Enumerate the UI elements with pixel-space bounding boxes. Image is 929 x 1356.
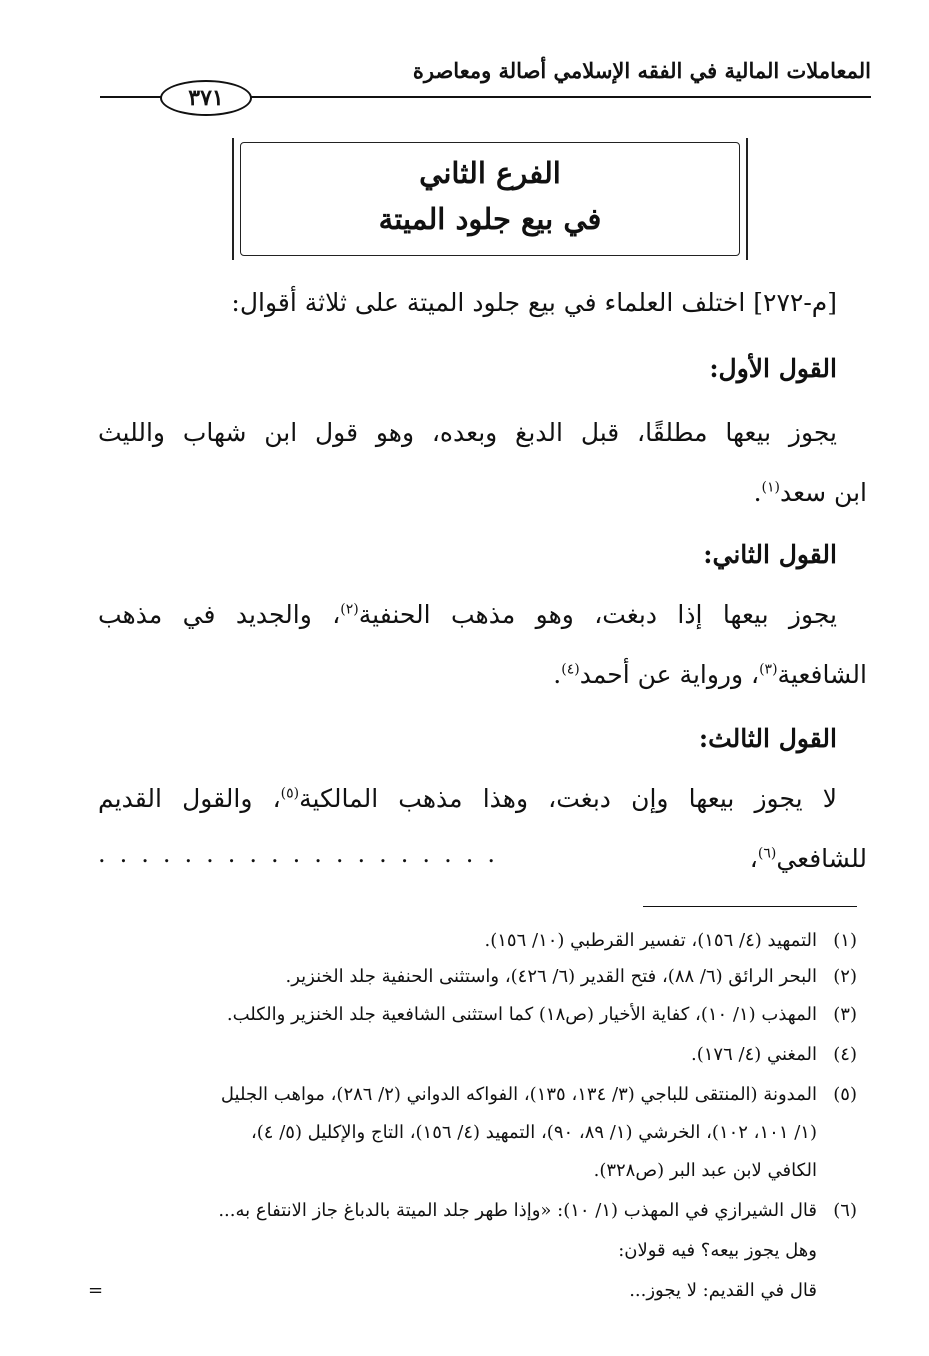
continuation-dots: ................... bbox=[98, 840, 509, 868]
footnote-6-cont-2: قال في القديم: لا يجوز... bbox=[629, 1280, 817, 1301]
footnote-5-cont-1: (١/ ١٠١، ١٠٢)، الخرشي (١/ ٨٩، ٩٠)، التمهيد (٤/ ١٥٦)، التاج والإكليل (٥/ ٤)، bbox=[250, 1122, 817, 1143]
opinion-3-line-1-b: ، والقول القديم bbox=[98, 784, 281, 813]
footnote-2 bbox=[285, 966, 857, 987]
footnote-number: (٣) bbox=[833, 1004, 857, 1025]
section-title-line-1: الفرع الثاني bbox=[419, 156, 561, 190]
opinion-2-line-2-b: ، ورواية عن أحمد bbox=[579, 660, 760, 689]
section-title-box bbox=[232, 138, 748, 260]
opinion-1-heading: القول الأول: bbox=[709, 354, 837, 383]
opinion-3-line-1-a: لا يجوز بيعها وإن دبغت، وهذا مذهب المالكية bbox=[299, 784, 837, 813]
footnote-number: (٦) bbox=[833, 1200, 857, 1221]
footnote-6 bbox=[218, 1200, 857, 1221]
opinion-1-line-2-end: . bbox=[753, 478, 762, 507]
intro-paragraph: [م-٢٧٢] اختلف العلماء في بيع جلود الميتة على ثلاثة أقوال: bbox=[231, 288, 837, 317]
opinion-2-line-1-a: يجوز بيعها إذا دبغت، وهو مذهب الحنفية bbox=[358, 600, 838, 629]
continuation-mark: = bbox=[88, 1280, 104, 1301]
footnote-ref-5[interactable]: (٥) bbox=[280, 785, 300, 802]
footnote-number: (٥) bbox=[833, 1084, 857, 1105]
footnote-text: التمهيد (٤/ ١٥٦)، تفسير القرطبي (١٠/ ١٥٦). bbox=[484, 930, 817, 951]
footnote-ref-1[interactable]: (١) bbox=[761, 479, 780, 496]
footnote-number: (٤) bbox=[833, 1044, 857, 1065]
footnote-number: (١) bbox=[833, 930, 857, 951]
opinion-2-line-2-end: . bbox=[553, 660, 562, 689]
opinion-1-line-2 bbox=[754, 478, 867, 507]
footnote-text: البحر الرائق (٦/ ٨٨)، فتح القدير (٦/ ٤٢٦)، واستثنى الحنفية جلد الخنزير. bbox=[285, 966, 817, 987]
footnote-ref-2[interactable]: (٢) bbox=[340, 601, 359, 618]
page-number: ٣٧١ bbox=[160, 80, 252, 116]
footnote-1 bbox=[485, 930, 857, 951]
footnote-5-cont-2: الكافي لابن عبد البر (ص٣٢٨). bbox=[593, 1160, 817, 1181]
opinion-2-line-2-a: الشافعية bbox=[777, 660, 867, 689]
footnote-text: المهذب (١/ ١٠)، كفاية الأخيار (ص١٨) كما استثنى الشافعية جلد الخنزير والكلب. bbox=[226, 1004, 817, 1025]
footnote-3 bbox=[227, 1004, 857, 1025]
footnote-5 bbox=[221, 1084, 857, 1105]
footnote-number: (٢) bbox=[833, 966, 857, 987]
section-title-line-2: في بيع جلود الميتة bbox=[378, 202, 602, 236]
footnote-text: قال الشيرازي في المهذب (١/ ١٠): «وإذا طهر جلد الميتة بالدباغ جاز الانتفاع به... bbox=[218, 1200, 817, 1221]
opinion-2-line-2 bbox=[553, 660, 867, 689]
opinion-3-line-2-a: للشافعي bbox=[776, 844, 867, 873]
footnote-4 bbox=[691, 1044, 857, 1065]
opinion-3-heading: القول الثالث: bbox=[698, 724, 837, 753]
opinion-2-line-1-b: ، والجديد في مذهب bbox=[98, 600, 341, 629]
footnote-6-cont-1: وهل يجوز بيعه؟ فيه قولان: bbox=[618, 1240, 817, 1261]
footnote-ref-3[interactable]: (٣) bbox=[759, 661, 778, 678]
footnote-separator bbox=[643, 906, 857, 907]
opinion-3-line-1 bbox=[98, 784, 837, 813]
opinion-1-line-1: يجوز بيعها مطلقًا، قبل الدبغ وبعده، وهو قول ابن شهاب والليث bbox=[98, 418, 837, 447]
opinion-3-line-2 bbox=[750, 844, 867, 873]
footnote-text: المغني (٤/ ١٧٦). bbox=[691, 1044, 817, 1065]
footnote-ref-4[interactable]: (٤) bbox=[561, 661, 580, 678]
running-title: المعاملات المالية في الفقه الإسلامي أصالة ومعاصرة bbox=[412, 58, 871, 83]
opinion-2-heading: القول الثاني: bbox=[703, 540, 837, 569]
footnote-ref-6[interactable]: (٦) bbox=[757, 845, 777, 862]
opinion-3-line-2-b: ، bbox=[749, 844, 758, 873]
opinion-1-line-2-text: ابن سعد bbox=[779, 478, 867, 507]
footnote-text: المدونة (المنتقى للباجي (٣/ ١٣٤، ١٣٥)، الفواكه الدواني (٢/ ٢٨٦)، مواهب الجليل bbox=[220, 1084, 817, 1105]
opinion-2-line-1 bbox=[98, 600, 837, 629]
